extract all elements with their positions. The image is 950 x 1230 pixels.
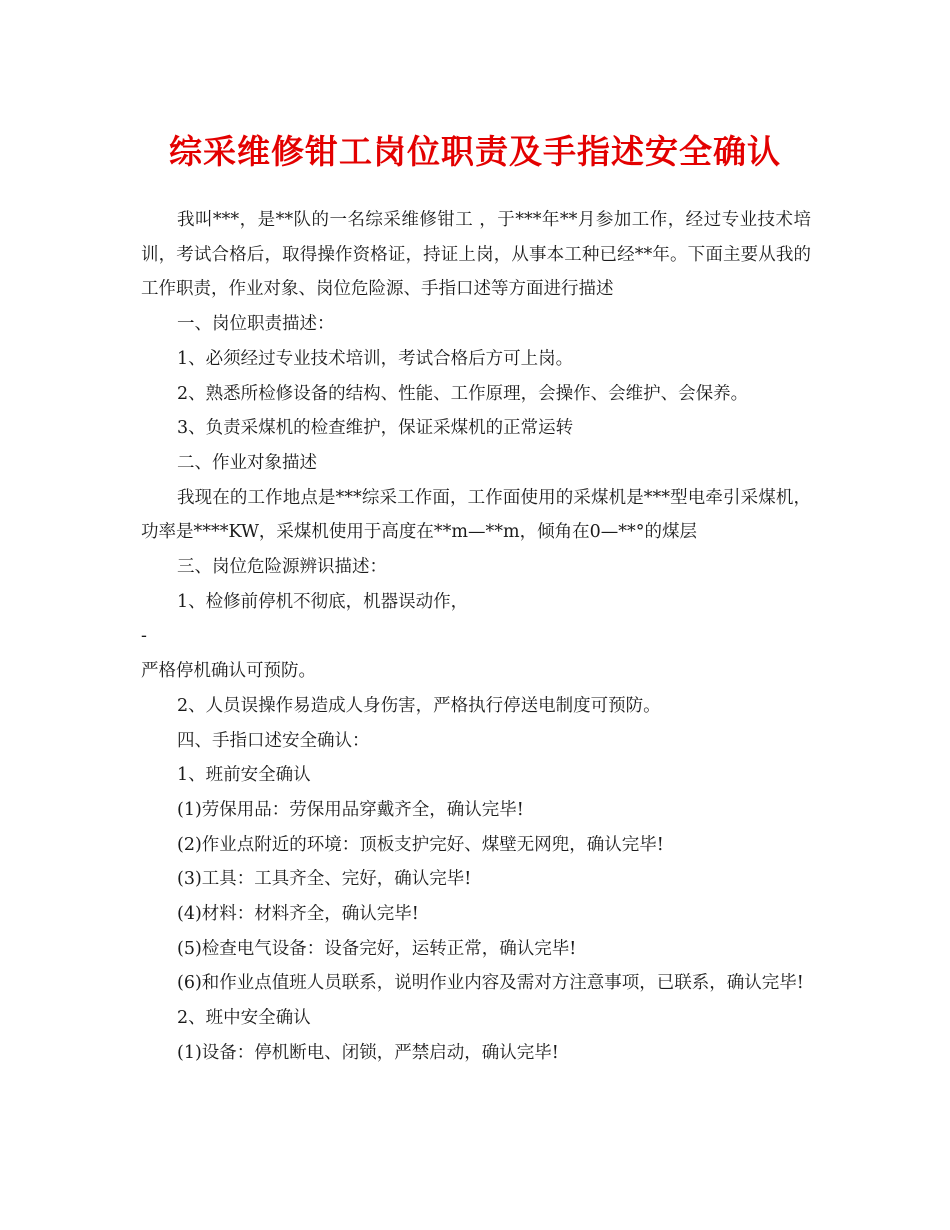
checklist-item: (4)材料：材料齐全，确认完毕! bbox=[177, 904, 419, 925]
section1-item: 3、负责采煤机的检查维护，保证采煤机的正常运转 bbox=[177, 418, 574, 439]
checklist-item: (5)检查电气设备：设备完好，运转正常，确认完毕! bbox=[177, 938, 577, 959]
document-body bbox=[141, 203, 811, 1071]
section4-sub2-heading: 2、班中安全确认 bbox=[177, 1008, 311, 1029]
section4-heading: 四、手指口述安全确认： bbox=[177, 730, 370, 751]
intro-paragraph: 我叫***，是**队的一名综采维修钳工 ，于***年**月参加工作，经过专业技术培训，考试合格后，取得操作资格证，持证上岗，从事本工种已经**年。下面主要从我的工作职责，作业对象、岗位危险源、手指口述等方面进行描述 bbox=[141, 210, 811, 300]
section3-heading: 三、岗位危险源辨识描述： bbox=[177, 557, 387, 578]
checklist-item: (1)劳保用品：劳保用品穿戴齐全，确认完毕! bbox=[177, 799, 524, 820]
section1-item: 2、熟悉所检修设备的结构、性能、工作原理，会操作、会维护、会保养。 bbox=[177, 383, 749, 404]
document-title: 综采维修钳工岗位职责及手指述安全确认 bbox=[169, 132, 781, 171]
checklist-item: (3)工具：工具齐全、完好，确认完毕! bbox=[177, 869, 472, 890]
section1-item: 1、必须经过专业技术培训，考试合格后方可上岗。 bbox=[177, 348, 574, 369]
checklist-item: (1)设备：停机断电、闭锁，严禁启动，确认完毕! bbox=[177, 1042, 559, 1063]
section2-heading: 二、作业对象描述 bbox=[177, 452, 317, 473]
section2-paragraph: 我现在的工作地点是***综采工作面，工作面使用的采煤机是***型电牵引采煤机，功率是****KW，采煤机使用于高度在**m—**m，倾角在0—**°的煤层 bbox=[141, 487, 811, 543]
section4-sub1-heading: 1、班前安全确认 bbox=[177, 765, 311, 786]
checklist-item: (2)作业点附近的环境：顶板支护完好、煤壁无网兜，确认完毕! bbox=[177, 834, 664, 855]
dash-mark: - bbox=[141, 626, 147, 647]
checklist-item: (6)和作业点值班人员联系，说明作业内容及需对方注意事项，已联系，确认完毕! bbox=[177, 973, 804, 994]
section3-item: 1、检修前停机不彻底，机器误动作， bbox=[177, 591, 469, 612]
section3-item: 2、人员误操作易造成人身伤害，严格执行停送电制度可预防。 bbox=[177, 695, 661, 716]
section3-item-continuation: 严格停机确认可预防。 bbox=[141, 661, 316, 682]
section1-heading: 一、岗位职责描述： bbox=[177, 314, 335, 335]
